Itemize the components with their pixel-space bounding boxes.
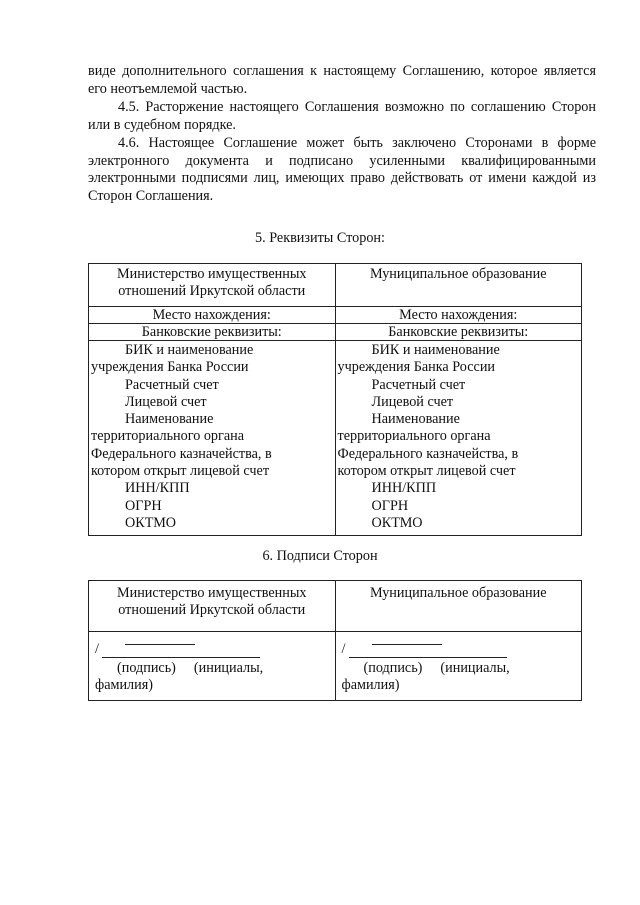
signatures-table <box>88 580 582 701</box>
signature-caption: (подпись) (инициалы, фамилия) <box>341 660 510 693</box>
left-location-label: Место нахождения: <box>89 307 336 324</box>
slash-separator: / <box>341 641 346 657</box>
paragraph-4-5: 4.5. Расторжение настоящего Соглашения возможно по соглашению Сторон или в судебном порядке. <box>88 99 596 133</box>
name-line <box>102 657 260 658</box>
right-bank-label: Банковские реквизиты: <box>335 324 582 341</box>
name-line <box>349 657 507 658</box>
left-signatory-name: Министерство имущественных отношений Иркутской области <box>89 581 336 632</box>
requisites-table <box>88 263 582 536</box>
left-requisites-list: БИК и наименование учреждения Банка России Расчетный счет Лицевой счет Наименование территориального органа Федерального казначейства, в котором открыт лицевой счет ИНН/КПП ОГРН ОКТМО <box>89 341 336 536</box>
right-requisites-list: БИК и наименование учреждения Банка России Расчетный счет Лицевой счет Наименование территориального органа Федерального казначейства, в котором открыт лицевой счет ИНН/КПП ОГРН ОКТМО <box>335 341 582 536</box>
right-party-name: Муниципальное образование <box>335 264 582 307</box>
left-bank-label: Банковские реквизиты: <box>89 324 336 341</box>
paragraph-4-6: 4.6. Настоящее Соглашение может быть заключено Сторонами в форме электронного документа и подписано усиленными квалифицированными электронными подписями лиц, имеющих право действовать от имени каждой из Сторон Соглашения. <box>88 135 596 204</box>
left-party-name: Министерство имущественных отношений Иркутской области <box>89 264 336 307</box>
right-signature-block <box>335 632 582 701</box>
right-location-label: Место нахождения: <box>335 307 582 324</box>
left-signature-block <box>89 632 336 701</box>
signature-line <box>125 644 195 645</box>
signature-line <box>372 644 442 645</box>
slash-separator: / <box>95 641 99 657</box>
section-6-heading: 6. Подписи Сторон <box>262 548 378 564</box>
signature-caption: (подпись) (инициалы, фамилия) <box>95 660 264 693</box>
paragraph-continuation: виде дополнительного соглашения к настоящему Соглашению, которое является его неотъемлемой частью. <box>88 63 596 97</box>
section-5-heading: 5. Реквизиты Сторон: <box>255 230 385 246</box>
right-signatory-name: Муниципальное образование <box>335 581 582 632</box>
